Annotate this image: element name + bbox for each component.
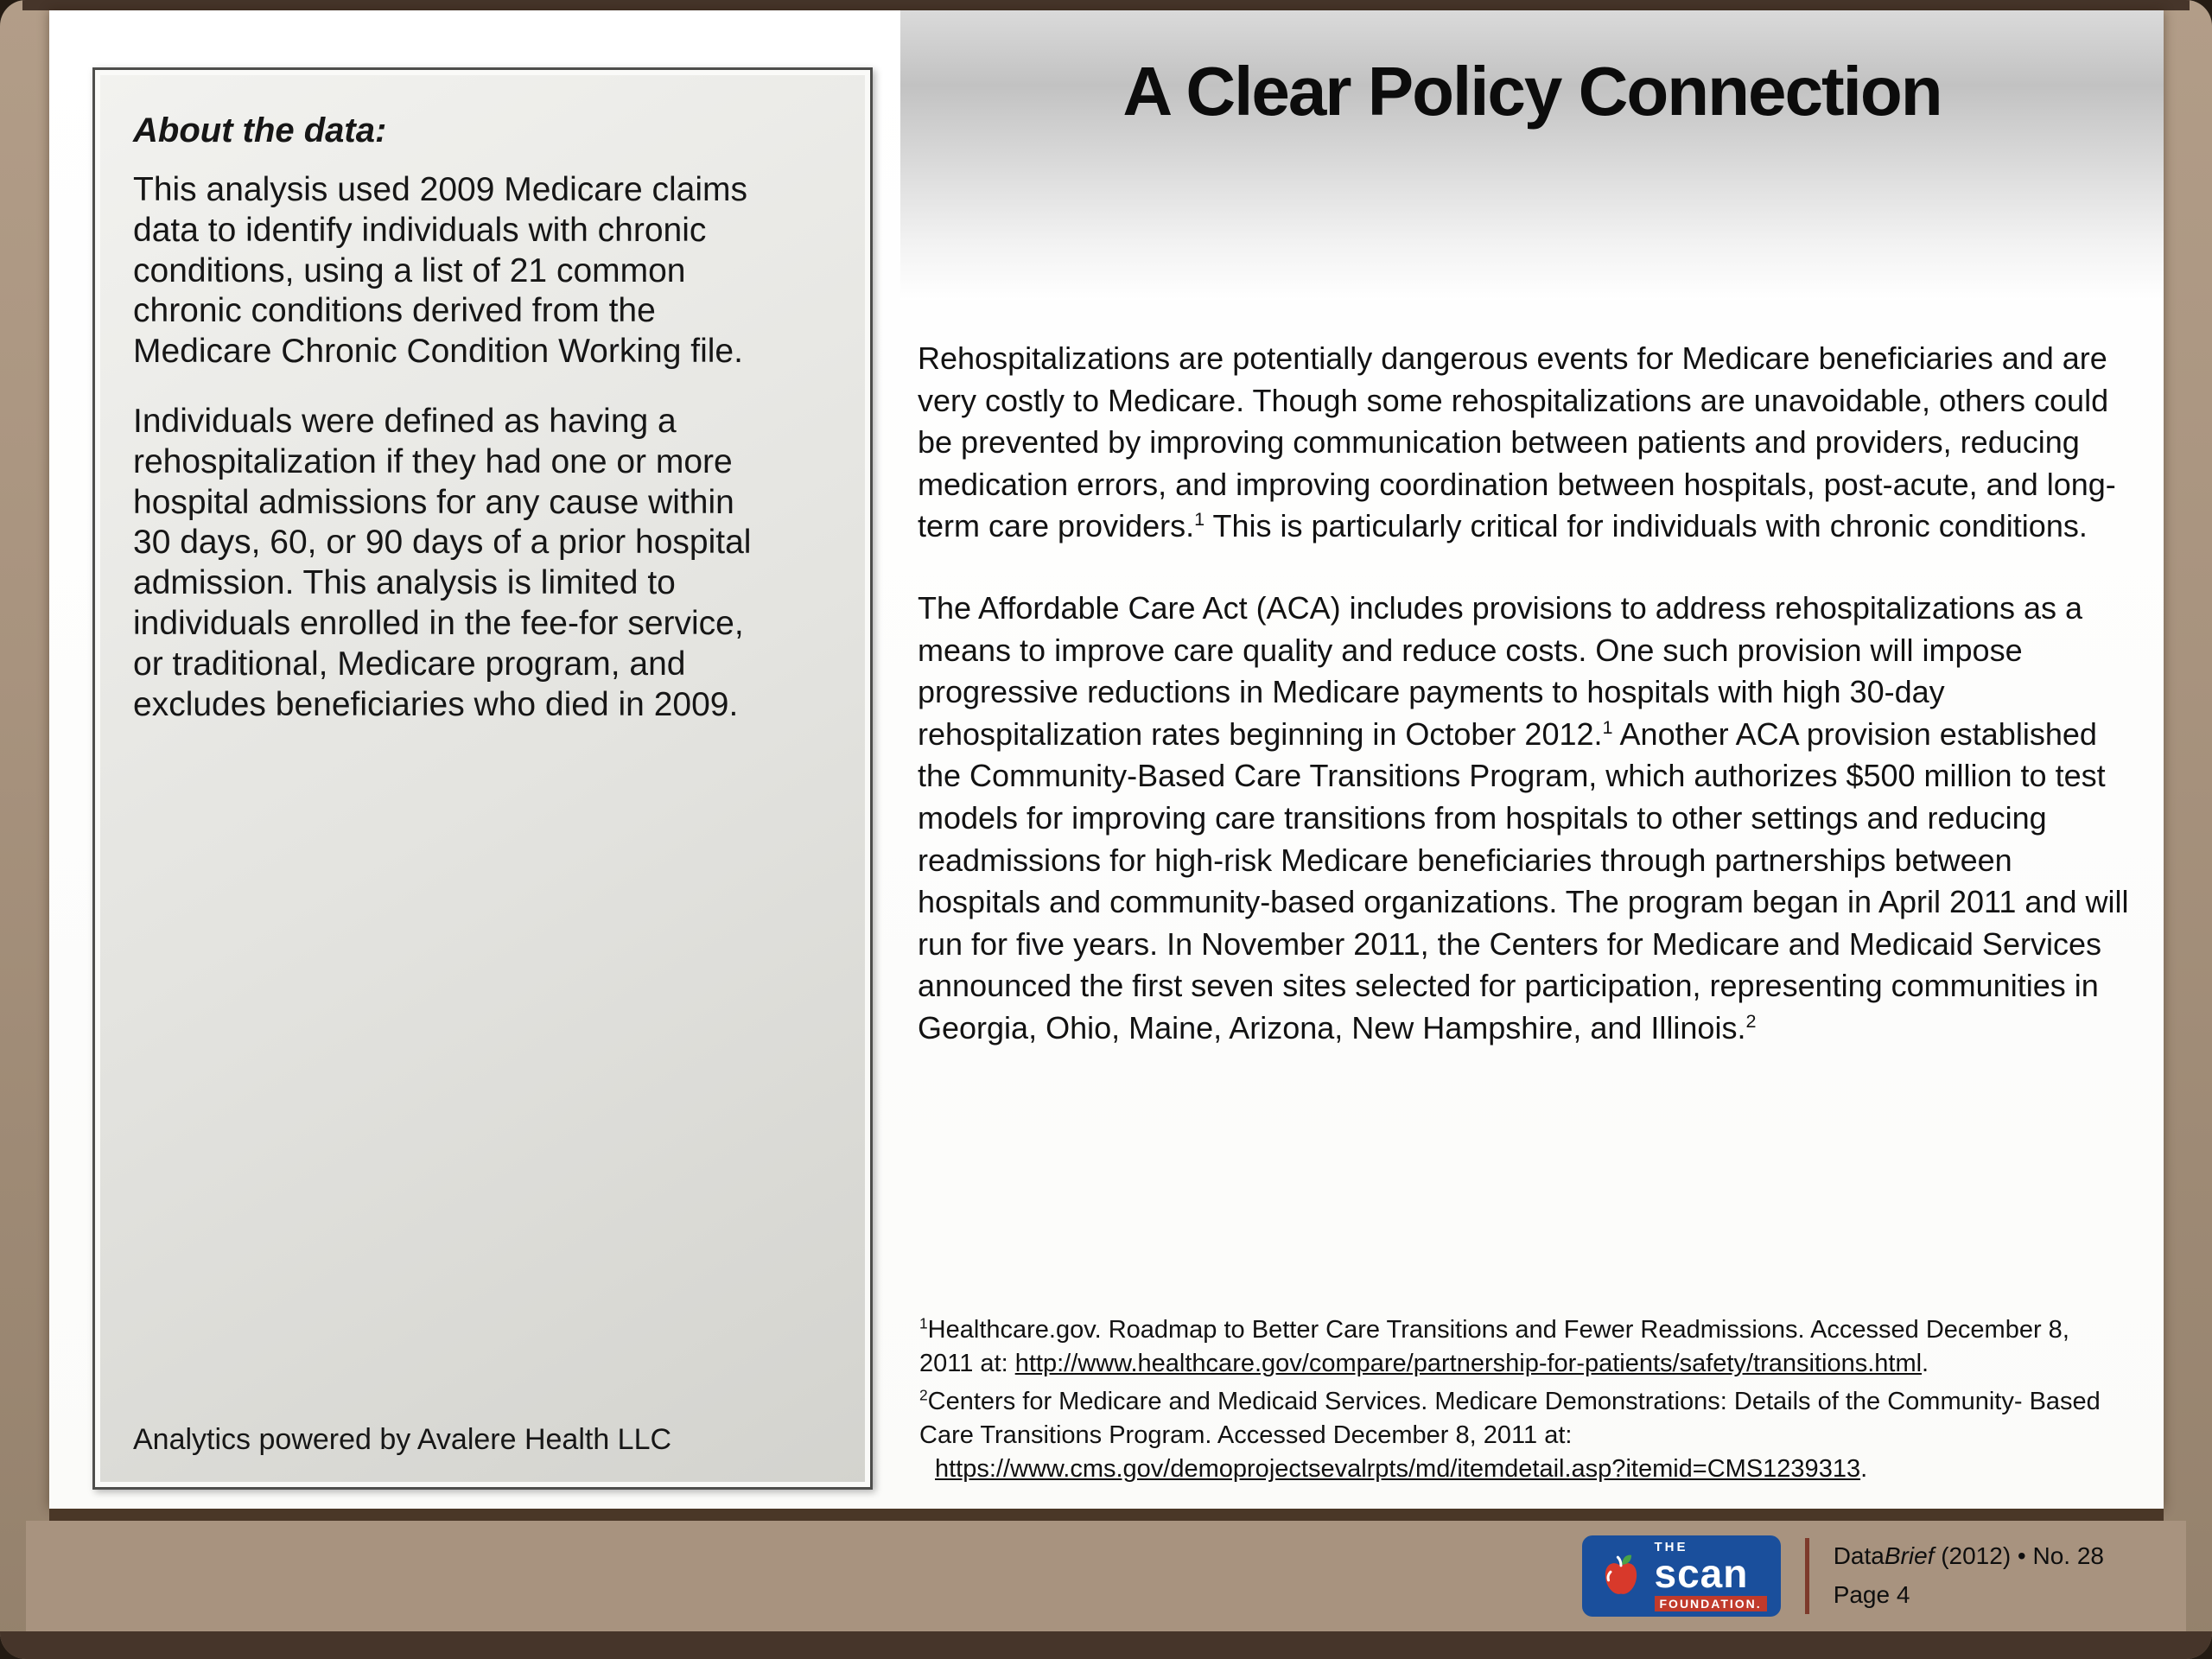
logo-scan-label: scan [1654, 1551, 1749, 1596]
databrief-label [1834, 1537, 2104, 1576]
slide-title: A Clear Policy Connection [1122, 53, 1942, 130]
apple-icon [1596, 1551, 1646, 1601]
paragraph-2-text-mid: Another ACA provision established the Community-Based Care Transitions Program, which authorizes $500 million to test models for improving care transitions from hospitals to other settings and reducing readmissions for high-risk Medicare beneficiaries through partnerships between hospitals and community-based organizations. The program began in April 2011 and will run for five years. In November 2011, the Centers for Medicare and Medicaid Services announced the first seven sites selected for participation, representing communities in Georgia, Ohio, Maine, Arizona, New Hampshire, and Illinois. [918, 715, 2129, 1046]
footnote-1 [919, 1313, 2116, 1381]
title-band [900, 10, 2164, 300]
footnote-2-text: Centers for Medicare and Medicaid Services. Medicare Demonstrations: Details of the Community- Based Care Transitions Program. Accessed December 8, 2011 at: [919, 1387, 2101, 1449]
footer-bar [26, 1521, 2186, 1631]
footnote-2-after: . [1860, 1454, 1868, 1483]
footnote-ref-1b: 1 [1602, 715, 1613, 738]
paragraph-aca [918, 588, 2129, 1050]
footnote-1-marker: 1 [919, 1314, 928, 1332]
paragraph-1-text-after: This is particularly critical for individuals with chronic conditions. [1205, 508, 2088, 544]
footnote-2 [919, 1385, 2116, 1486]
logo-the-label: THE [1654, 1540, 1688, 1554]
about-heading: About the data: [133, 111, 387, 149]
databrief-italic: Brief [1884, 1542, 1935, 1570]
footnote-1-link[interactable]: http://www.healthcare.gov/compare/partnership-for-patients/safety/transitions.html [1014, 1350, 1923, 1378]
footer-meta [1834, 1537, 2104, 1615]
databrief-pre: Data [1833, 1542, 1885, 1570]
about-data-box [92, 67, 873, 1490]
footnote-2-link-line [919, 1452, 2116, 1486]
logo-foundation-label: FOUNDATION. [1655, 1596, 1767, 1611]
scan-logo-text [1655, 1541, 1767, 1611]
paragraph-2-text: The Affordable Care Act (ACA) includes provisions to address rehospitalizations as a means to improve care quality and reduce costs. One such provision will impose progressive reductions in Medicare payments to hospitals with high 30-day rehospitalization rates beginning in October 2012. [918, 589, 2083, 752]
about-paragraph-1: This analysis used 2009 Medicare claims data to identify individuals with chronic conditions, using a list of 21 common chronic conditions derived from the Medicare Chronic Condition Working file. [133, 171, 747, 371]
about-paragraph-2: Individuals were defined as having a rehospitalization if they had one or more hospital admissions for any cause within 30 days, 60, or 90 days of a prior hospital admission. This analysis is limited to individuals enrolled in the fee-for service, or traditional, Medicare program, and excludes beneficiaries who died in 2009. [133, 402, 752, 723]
footnote-2-marker: 2 [919, 1385, 928, 1403]
paragraph-rehospitalizations [918, 338, 2129, 548]
analytics-credit: Analytics powered by Avalere Health LLC [133, 1423, 672, 1457]
footnote-1-after: . [1922, 1350, 1929, 1378]
main-content [900, 10, 2164, 1509]
body-text [900, 300, 2164, 1050]
scan-foundation-logo [1582, 1535, 1781, 1617]
page-number: Page 4 [1833, 1581, 1910, 1608]
paragraph-1-text: Rehospitalizations are potentially dangerous events for Medicare beneficiaries and are very costly to Medicare. Though some rehospitalizations are unavoidable, others could be prevented by improving communication between patients and providers, reducing medication errors, and improving coordination between hospitals, post-acute, and long-term care providers. [918, 340, 2116, 544]
footnotes [900, 1310, 2164, 1509]
slide-frame-bottom [0, 1631, 2212, 1659]
footnote-ref-1: 1 [1194, 508, 1205, 531]
footnote-1-text: Healthcare.gov. Roadmap to Better Care Transitions and Fewer Readmissions. Accessed December 8, 2011 at: [919, 1316, 2069, 1378]
databrief-post: (2012) • No. 28 [1934, 1542, 2104, 1570]
slide [49, 10, 2164, 1509]
slide-divider [49, 1509, 2164, 1521]
footer-separator [1805, 1538, 1809, 1614]
footnote-2-link[interactable]: https://www.cms.gov/demoprojectsevalrpts/md/itemdetail.asp?itemid=CMS1239313 [935, 1454, 1861, 1483]
footnote-ref-2: 2 [1745, 1009, 1757, 1032]
slide-frame-top [22, 0, 2190, 10]
